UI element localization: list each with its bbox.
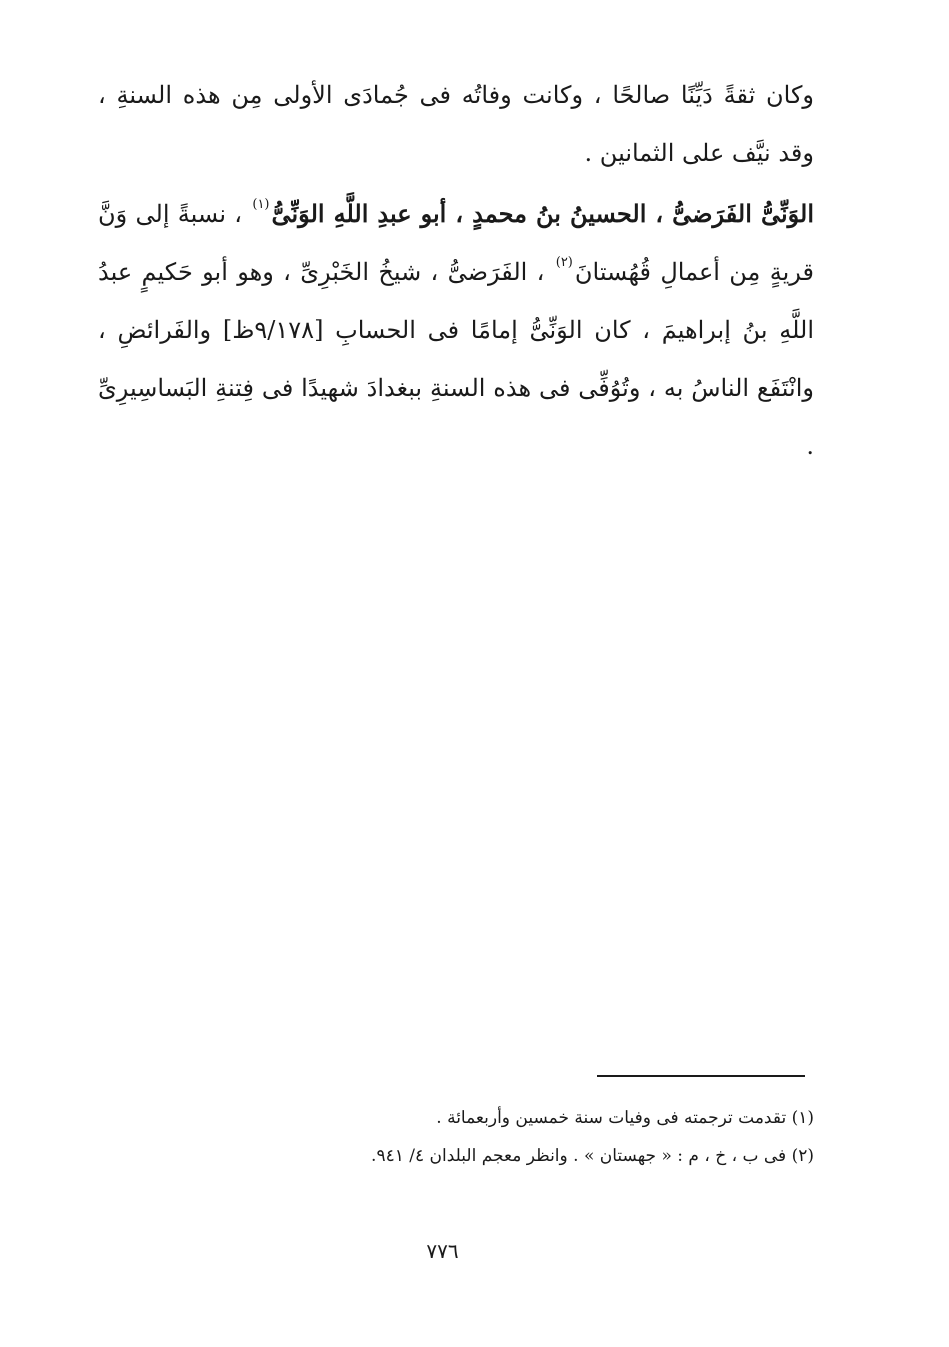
main-text-paragraph-1 xyxy=(98,66,814,182)
footnote-ref-1[interactable]: (١) xyxy=(252,197,270,212)
footnote-divider xyxy=(597,1075,805,1077)
footnote-ref-2[interactable]: (٢) xyxy=(555,255,573,270)
entry-text-part-1: ، نسبةً إلى وَنَّ قريةٍ مِن أعمالِ قُهُستانَ xyxy=(98,200,814,286)
entry-name-heading: الوَنِّىُّ الفَرَضىُّ ، الحسينُ بنُ محمدٍ ، أبو عبدِ اللَّهِ الوَنِّىُّ xyxy=(271,199,814,228)
footnote-1: (١) تقدمت ترجمته فى وفيات سنة خمسين وأربعمائة . xyxy=(436,1108,814,1128)
footnotes-section xyxy=(98,1099,814,1175)
entry-text-part-2: ، الفَرَضىُّ ، شيخُ الخَبْرِىِّ ، وهو أبو حَكيمٍ عبدُ اللَّهِ بنُ إبراهيمَ ، كان الوَنِّىُّ إمامًا فى الحسابِ [٩/١٧٨ظ] والفَرائضِ ، وانْتَفَع الناسُ به ، وتُوُفِّى فى هذه السنةِ ببغدادَ شهيدًا فى فِتنةِ البَساسِيرِىِّ . xyxy=(98,258,814,460)
paragraph-text: وكان ثقةً دَيِّنًا صالحًا ، وكانت وفاتُه فى جُمادَى الأولى مِن هذه السنةِ ، وقد نيَّف على الثمانين . xyxy=(98,81,814,167)
main-text-paragraph-2 xyxy=(98,185,814,475)
page-number: ٧٧٦ xyxy=(426,1239,459,1263)
footnote-2: (٢) فى ب ، خ ، م : « جهستان » . وانظر معجم البلدان ٤/ ٩٤١. xyxy=(371,1146,814,1166)
biography-entry xyxy=(98,185,814,475)
